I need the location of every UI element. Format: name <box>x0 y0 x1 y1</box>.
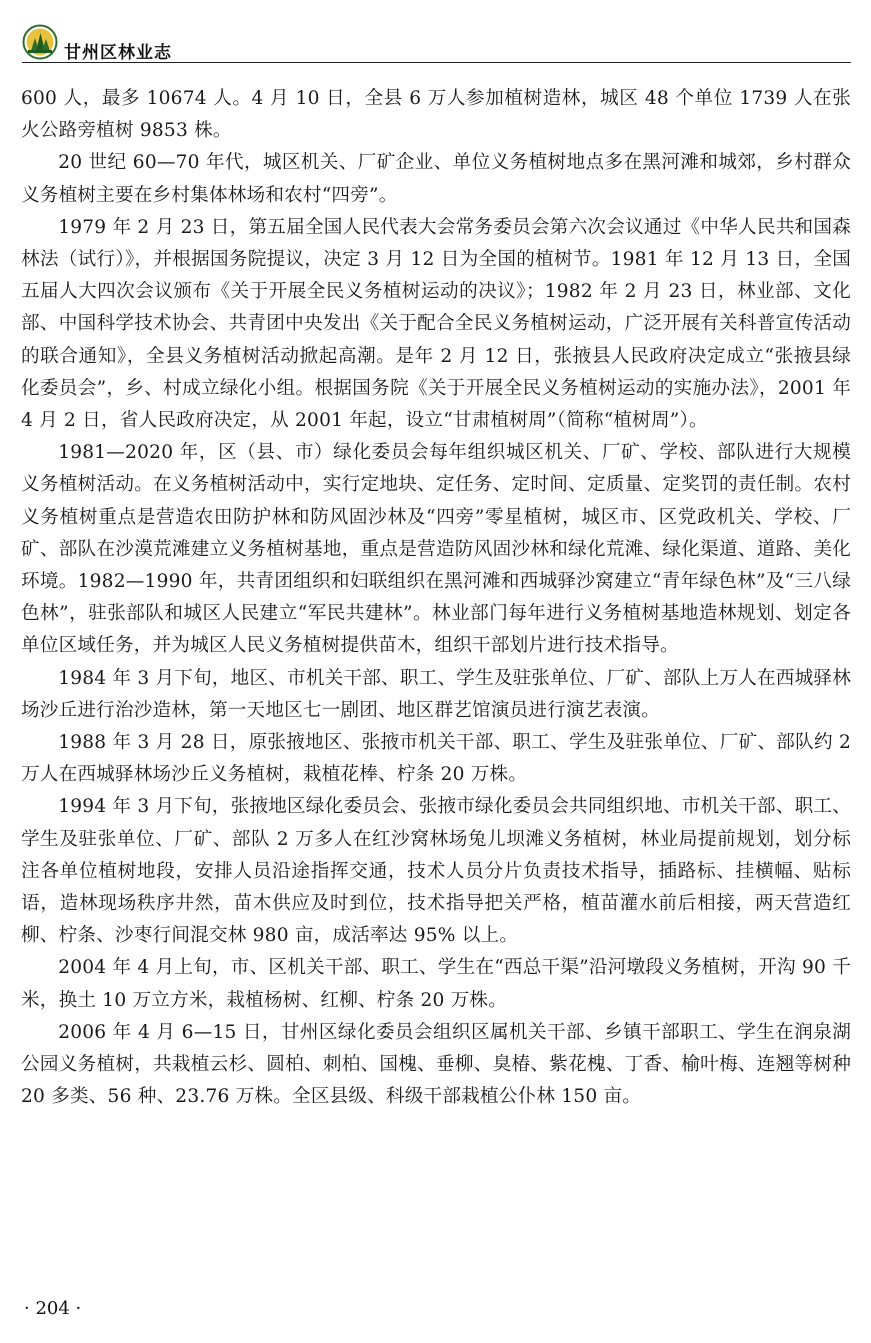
paragraph: 1979 年 2 月 23 日，第五届全国人民代表大会常务委员会第六次会议通过《中华人民共和国森林法（试行）》，并根据国务院提议，决定 3 月 12 日为全国的植树节。1981 年 12 月 13 日，全国五届人大四次会议颁布《关于开展全民义务植树运动的决议》；1982 年 2 月 23 日，林业部、文化部、中国科学技术协会、共青团中央发出《关于配合全民义务植树运动，广泛开展有关科普宣传活动的联合通知》，全县义务植树活动掀起高潮。是年 2 月 12 日，张掖县人民政府决定成立“张掖县绿化委员会”，乡、村成立绿化小组。根据国务院《关于开展全民义务植树运动的实施办法》，2001 年 4 月 2 日，省人民政府决定，从 2001 年起，设立“甘肃植树周”（简称“植树周”）。 <box>21 216 851 432</box>
paragraph: 1994 年 3 月下旬，张掖地区绿化委员会、张掖市绿化委员会共同组织地、市机关干部、职工、学生及驻张单位、厂矿、部队 2 万多人在红沙窝林场兔儿坝滩义务植树，林业局提前规划，划分标注各单位植树地段，安排人员沿途指挥交通，技术人员分片负责技术指导，插路标、挂横幅、贴标语，造林现场秩序井然，苗木供应及时到位，技术指导把关严格，植苗灌水前后相接，两天营造红柳、柠条、沙枣行间混交林 980 亩，成活率达 95% 以上。 <box>21 796 851 947</box>
page-header <box>22 24 851 64</box>
paragraph: 1981—2020 年，区（县、市）绿化委员会每年组织城区机关、厂矿、学校、部队进行大规模义务植树活动。在义务植树活动中，实行定地块、定任务、定时间、定质量、定奖罚的责任制。农村义务植树重点是营造农田防护林和防风固沙林及“四旁”零星植树，城区市、区党政机关、学校、厂矿、部队在沙漠荒滩建立义务植树基地，重点是营造防风固沙林和绿化荒滩、绿化渠道、道路、美化环境。1982—1990 年，共青团组织和妇联组织在黑河滩和西城驿沙窝建立“青年绿色林”及“三八绿色林”，驻张部队和城区人民建立“军民共建林”。林业部门每年进行义务植树基地造林规划、划定各单位区域任务，并为城区人民义务植树提供苗木，组织干部划片进行技术指导。 <box>21 442 851 657</box>
paragraph: 20 世纪 60—70 年代，城区机关、厂矿企业、单位义务植树地点多在黑河滩和城郊，乡村群众义务植树主要在乡村集体林场和农村“四旁”。 <box>21 152 851 206</box>
paragraph: 1988 年 3 月 28 日，原张掖地区、张掖市机关干部、职工、学生及驻张单位、厂矿、部队约 2 万人在西城驿林场沙丘义务植树，栽植花棒、柠条 20 万株。 <box>21 732 851 786</box>
paragraph: 600 人，最多 10674 人。4 月 10 日，全县 6 万人参加植树造林，城区 48 个单位 1739 人在张火公路旁植树 9853 株。 <box>21 88 851 142</box>
page-number: · 204 · <box>24 1298 82 1319</box>
paragraph: 1984 年 3 月下旬，地区、市机关干部、职工、学生及驻张单位、厂矿、部队上万人在西城驿林场沙丘进行治沙造林，第一天地区七一剧团、地区群艺馆演员进行演艺表演。 <box>21 667 851 721</box>
body-text <box>21 83 851 1114</box>
paragraph: 2004 年 4 月上旬，市、区机关干部、职工、学生在“西总干渠”沿河墩段义务植树，开沟 90 千米，换土 10 万立方米，栽植杨树、红柳、柠条 20 万株。 <box>21 957 851 1011</box>
paragraph: 2006 年 4 月 6—15 日，甘州区绿化委员会组织区属机关干部、乡镇干部职工、学生在润泉湖公园义务植树，共栽植云杉、圆柏、刺柏、国槐、垂柳、臭椿、紫花槐、丁香、榆叶梅、连翘等树种 20 多类、56 种、23.76 万株。全区县级、科级干部栽植公仆林 150 亩。 <box>21 1021 851 1108</box>
book-title: 甘州区林业志 <box>64 43 172 63</box>
forest-trees-logo-icon <box>22 24 58 60</box>
header-divider <box>22 62 851 63</box>
